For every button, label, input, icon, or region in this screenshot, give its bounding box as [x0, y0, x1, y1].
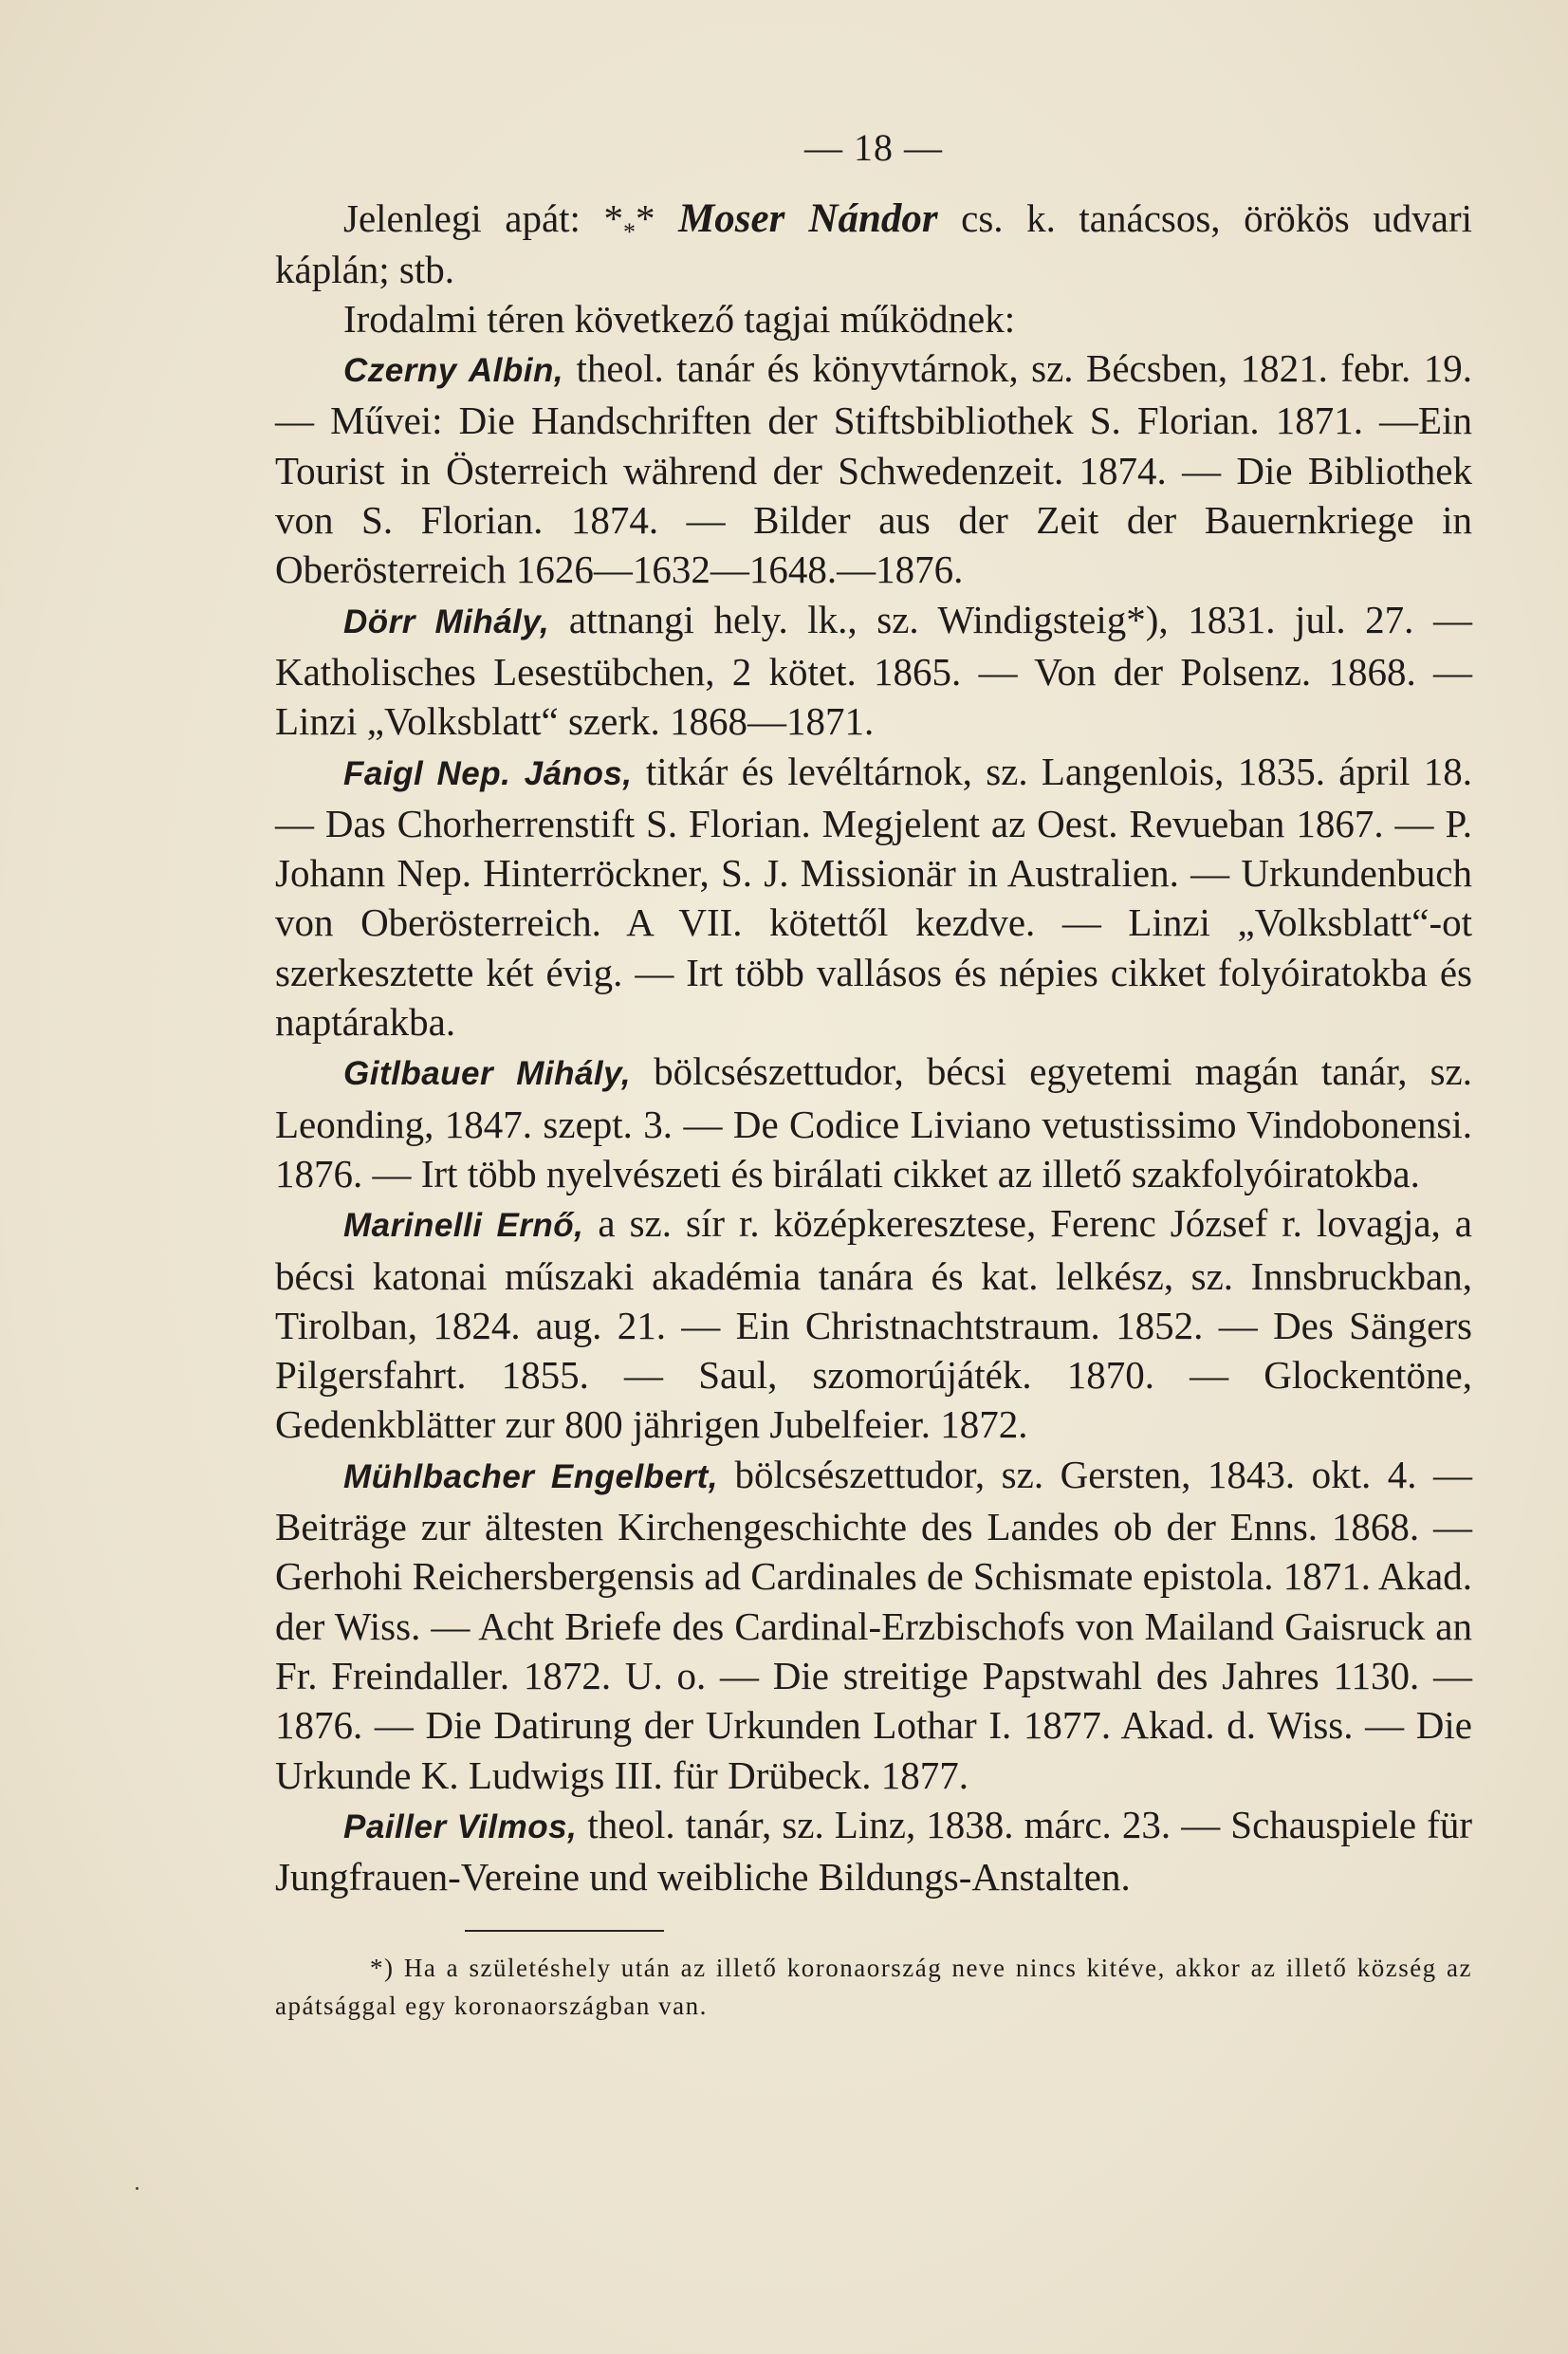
author-name: Pailler Vilmos,: [343, 1807, 578, 1845]
paragraph-pailler: [275, 1800, 1472, 1902]
footnote-divider: [465, 1930, 664, 1932]
paragraph-text: cs. k. tanácsos, örökös udvari káplán; stb.: [275, 196, 1473, 291]
paragraph-list: [275, 194, 1472, 1901]
author-name: Gitlbauer Mihály,: [343, 1055, 632, 1093]
paragraph-muhlbacher: [275, 1450, 1472, 1800]
page-number: — 18 —: [804, 126, 943, 169]
paragraph-faigl: [275, 747, 1472, 1047]
paragraph-abbot: [275, 194, 1472, 294]
author-name: Moser Nándor: [678, 196, 938, 242]
author-name: Dörr Mihály,: [343, 602, 550, 640]
paragraph-text: theol. tanár és könyvtárnok, sz. Bécsben, 1821. febr. 19. — Művei: Die Handschriften der Stiftsbibliothek S. Florian. 1871. —Ein Tourist in Österreich während der Schwedenzeit. 1874. — Die Bibliothek von S. Florian. 1874. — Bilder aus der Zeit der Bauernkriege in Oberösterreich 1626—1632—1648.—1876.: [275, 346, 1472, 592]
author-name: Faigl Nep. János,: [343, 754, 633, 792]
paragraph-dorr: [275, 595, 1472, 747]
paragraph-czerny: [275, 343, 1472, 594]
paragraph-text: theol. tanár, sz. Linz, 1838. márc. 23. — Schauspiele für Jungfrauen-Vereine und weibliche Bildungs-Anstalten.: [275, 1802, 1472, 1900]
author-name: Czerny Albin,: [343, 352, 564, 390]
footnote: *) Ha a születéshely után az illető koronaország neve nincs kitéve, akkor az illető község az apátsággal egy koronaországban van.: [275, 1954, 1472, 2021]
margin-speck: [136, 2187, 138, 2190]
paragraph-intro: [275, 294, 1472, 343]
paragraph-text: titkár és levéltárnok, sz. Langenlois, 1835. ápril 18. — Das Chorherrenstift S. Florian. Megjelent az Oest. Revueban 1867. — P. Johann Nep. Hinterröckner, S. J. Missionär in Australien. — Urkundenbuch von Oberösterreich. A VII. kötettől kezdve. — Linzi „Volksblatt“-ot szerkesztette két évig. — Irt több vallásos és népies cikket folyóiratokba és naptárakba.: [275, 749, 1472, 1045]
paragraph-text: Jelenlegi apát: *: [343, 196, 623, 241]
paragraph-gitlbauer: [275, 1047, 1472, 1198]
paragraph-text: bölcsészettudor, sz. Gersten, 1843. okt. 4. — Beiträge zur ältesten Kirchengeschichte des Landes ob der Enns. 1868. — Gerhohi Reichersbergensis ad Cardinales de Schismate epistola. 1871. Akad. der Wiss. — Acht Briefe des Cardinal-Erzbischofs von Mailand Gaisruck an Fr. Freindaller. 1872. U. o. — Die streitige Papstwahl des Jahres 1130. — 1876. — Die Datirung der Urkunden Lothar I. 1877. Akad. d. Wiss. — Die Urkunde K. Ludwigs III. für Drübeck. 1877.: [275, 1452, 1472, 1797]
paragraph-text: bölcsészettudor, bécsi egyetemi magán tanár, sz. Leonding, 1847. szept. 3. — De Codice Liviano vetustissimo Vindobonensi. 1876. — Irt több nyelvészeti és birálati cikket az illető szakfolyóiratokba.: [275, 1049, 1472, 1196]
author-name: Mühlbacher Engelbert,: [343, 1457, 719, 1495]
paragraph-text: Irodalmi téren következő tagjai működnek:: [343, 296, 1016, 341]
paragraph-text: a sz. sír r. középkeresztese, Ferenc József r. lovagja, a bécsi katonai műszaki akadémia tanára és kat. lelkész, sz. Innsbruckban, Tirolban, 1824. aug. 21. — Ein Christnachtstraum. 1852. — Des Sängers Pilgersfahrt. 1855. — Saul, szomorújáték. 1870. — Glockentöne, Gedenkblätter zur 800 jährigen Jubelfeier. 1872.: [275, 1201, 1472, 1447]
paragraph-text: *: [623, 218, 636, 247]
author-name: Marinelli Ernő,: [343, 1207, 584, 1245]
paragraph-text: attnangi hely. lk., sz. Windigsteig*), 1831. jul. 27. — Katholisches Lesestübchen, 2 kötet. 1865. — Von der Polsenz. 1868. — Linzi „Volksblatt“ szerk. 1868—1871.: [275, 597, 1472, 744]
text-column: [275, 123, 1472, 2025]
paragraph-text: *: [636, 196, 679, 241]
paragraph-marinelli: [275, 1198, 1472, 1449]
